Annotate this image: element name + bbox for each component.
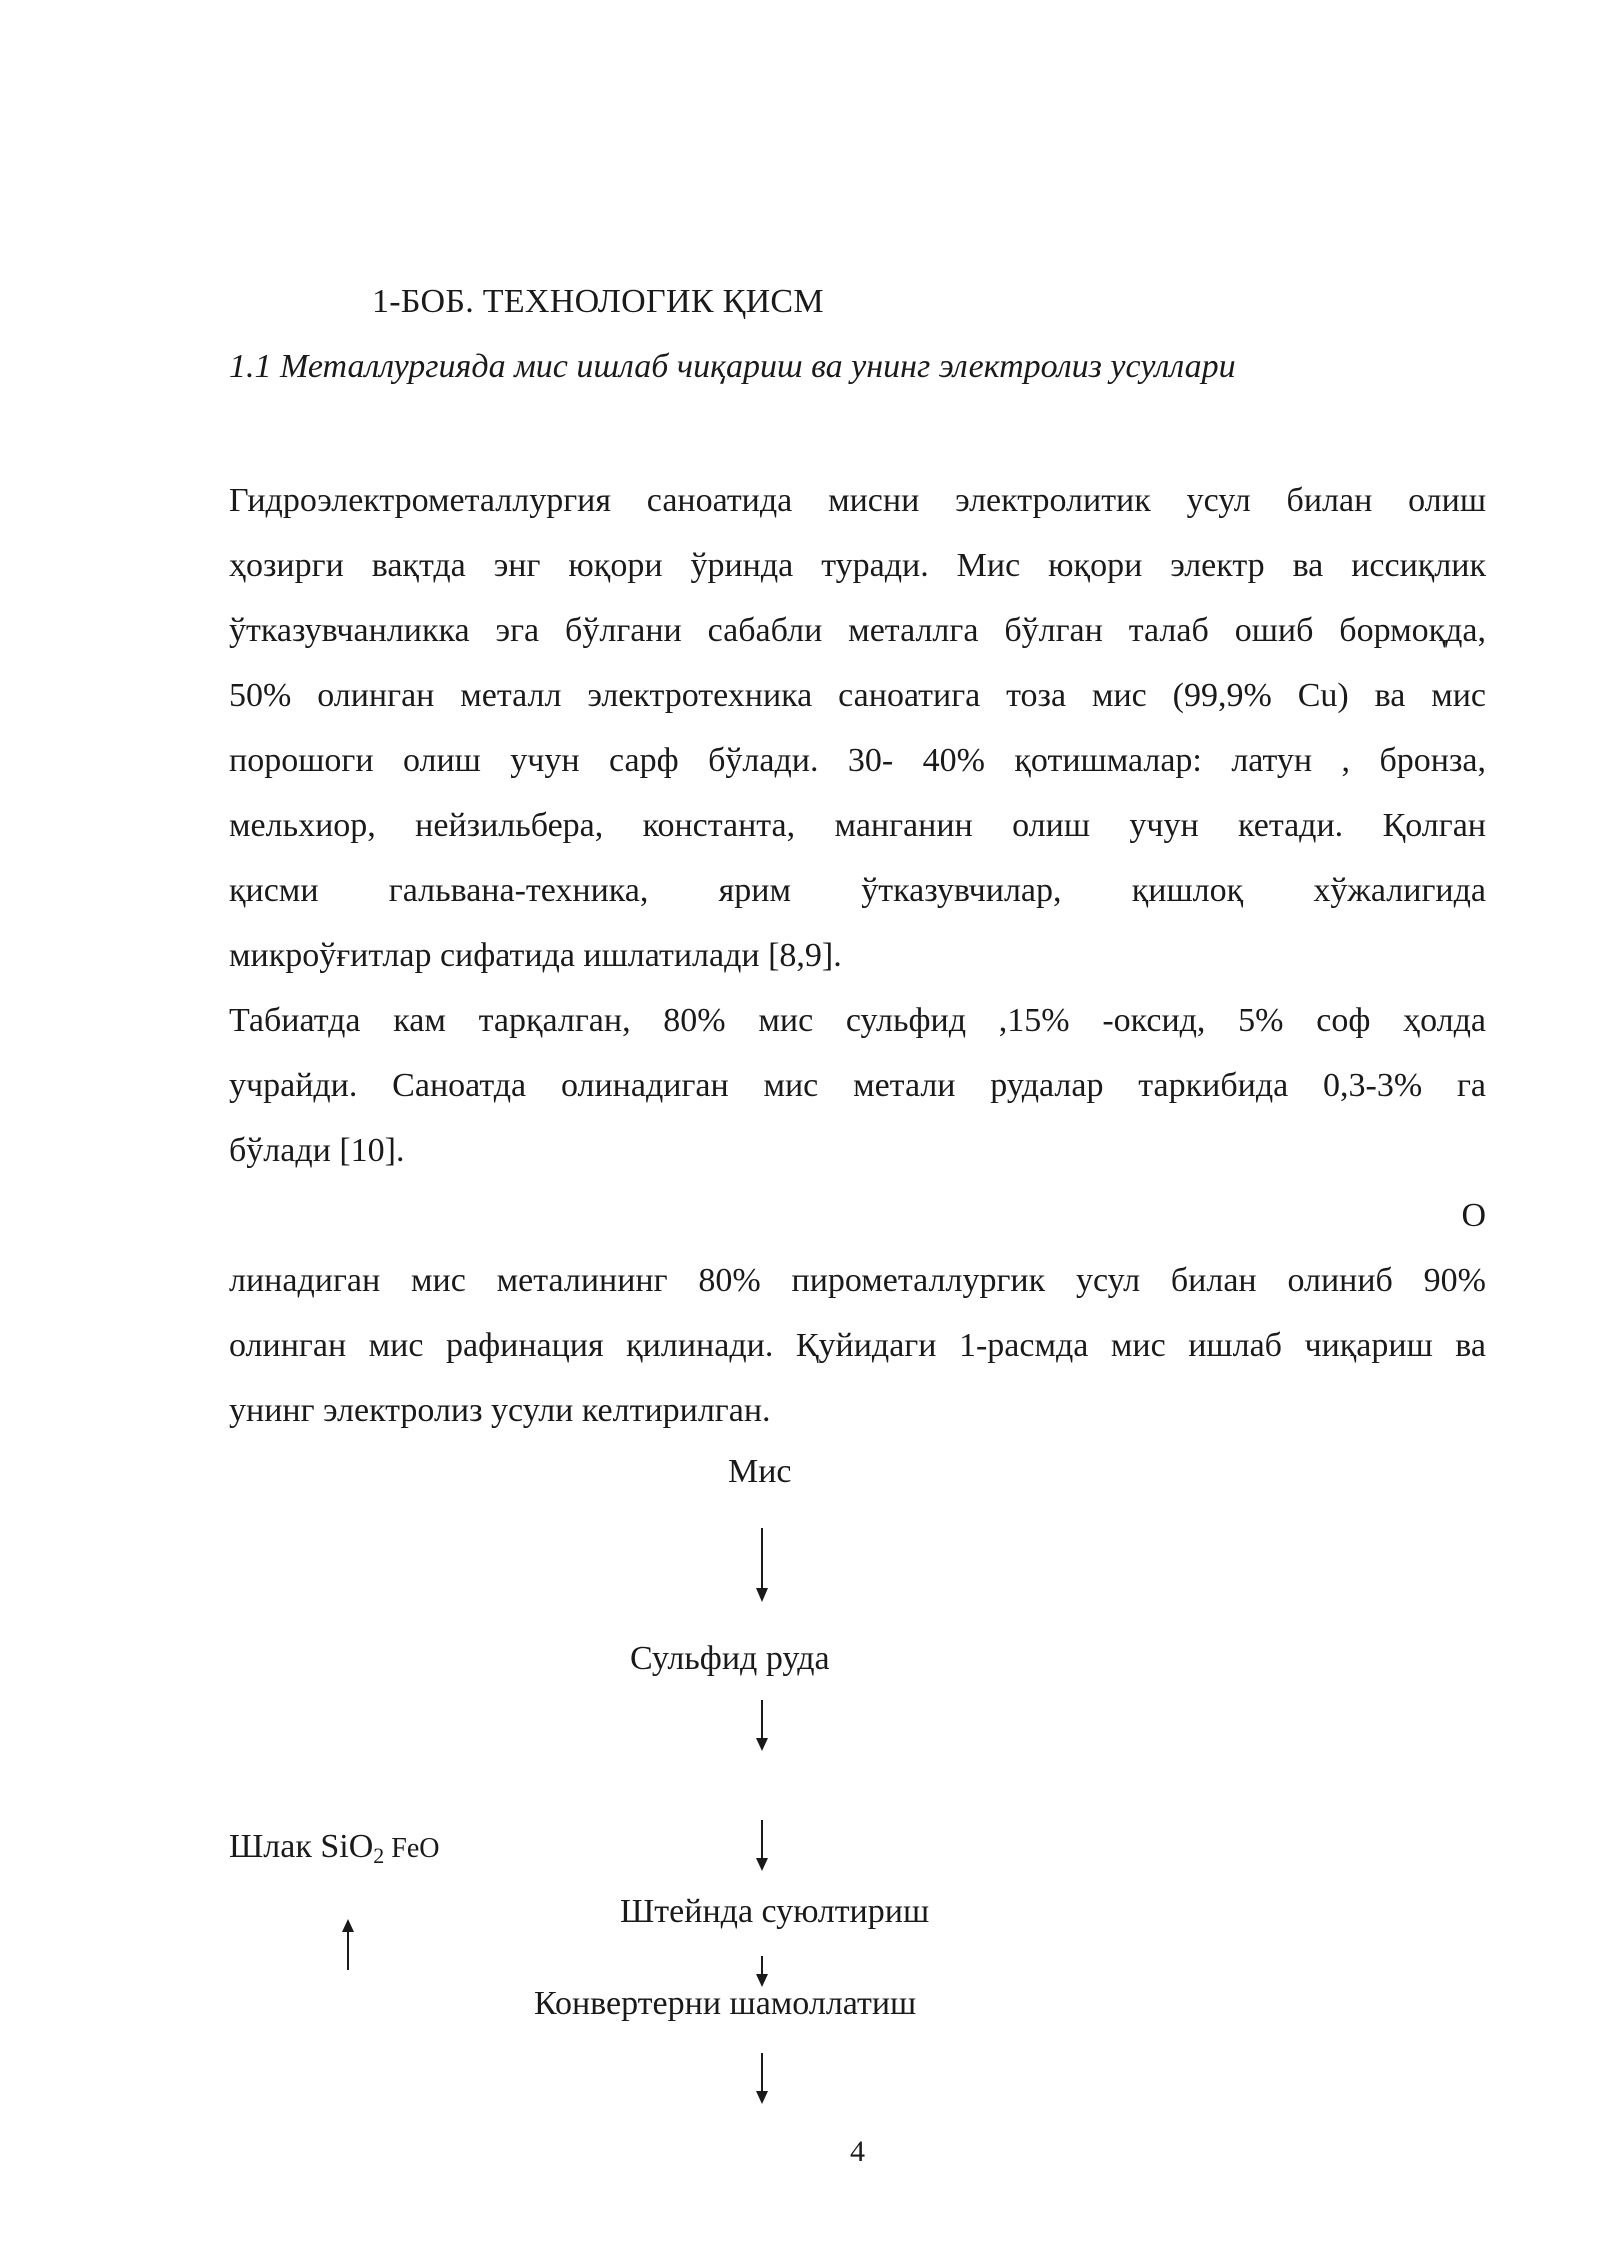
paragraph-line: унинг электролиз усули келтирилган. [229, 1392, 771, 1429]
paragraph-line: 50% олинган металл электротехника саноатига тоза мис (99,9% Cu) ва мис [229, 677, 1486, 714]
flow-node-mis: Мис [728, 1453, 792, 1490]
paragraph-line: Гидроэлектрометаллургия саноатида мисни электролитик усул билан олиш [229, 482, 1486, 519]
slag-prefix: Шлак SiO [229, 1828, 374, 1865]
paragraph-3 [229, 1183, 1486, 1443]
paragraph-2 [229, 988, 1486, 1183]
down-arrow-icon [752, 1700, 772, 1752]
paragraph-line: Табиатда кам тарқалган, 80% мис сульфид ,15% -оксид, 5% соф ҳолда [229, 1002, 1486, 1039]
paragraph-line: ўтказувчанликка эга бўлгани сабабли металлга бўлган талаб ошиб бормоқда, [229, 612, 1486, 649]
paragraph-line: порошоги олиш учун сарф бўлади. 30- 40% қотишмалар: латун , бронза, [229, 742, 1486, 779]
slag-subscript: 2 [373, 1843, 385, 1868]
paragraph-line: учрайди. Саноатда олинадиган мис метали рудалар таркибида 0,3-3% га [229, 1067, 1486, 1104]
chapter-title: 1-БОБ. ТЕХНОЛОГИК ҚИСМ [372, 283, 824, 320]
paragraph-line: линадиган мис металининг 80% пирометаллургик усул билан олиниб 90% [229, 1262, 1486, 1299]
up-arrow-icon [338, 1918, 358, 1970]
down-arrow-icon [752, 1956, 772, 1988]
flow-node-matte-smelting: Штейнда суюлтириш [620, 1893, 930, 1930]
paragraph-line: О [1461, 1197, 1486, 1234]
slag-feo: FeO [384, 1833, 440, 1864]
flow-node-sulfide-ore: Сульфид руда [630, 1640, 830, 1677]
page-number: 4 [850, 2135, 865, 2168]
down-arrow-icon [752, 1820, 772, 1872]
paragraph-1 [229, 468, 1486, 988]
paragraph-line: мельхиор, нейзильбера, константа, манганин олиш учун кетади. Қолган [229, 807, 1486, 844]
section-title: 1.1 Металлургияда мис ишлаб чиқариш ва унинг электролиз усуллари [229, 348, 1236, 385]
down-arrow-icon [752, 2053, 772, 2105]
paragraph-line: микроўғитлар сифатида ишлатилади [8,9]. [229, 937, 842, 974]
paragraph-line: ҳозирги вақтда энг юқори ўринда туради. Мис юқори электр ва иссиқлик [229, 547, 1486, 584]
down-arrow-icon [752, 1528, 772, 1603]
flow-node-slag [229, 1828, 440, 1869]
flow-node-converter: Конвертерни шамоллатиш [534, 1985, 917, 2022]
paragraph-line: қисми гальвана-техника, ярим ўтказувчилар, қишлоқ хўжалигида [229, 872, 1486, 909]
paragraph-line: олинган мис рафинация қилинади. Қуйидаги 1-расмда мис ишлаб чиқариш ва [229, 1327, 1486, 1364]
paragraph-line: бўлади [10]. [229, 1132, 405, 1169]
